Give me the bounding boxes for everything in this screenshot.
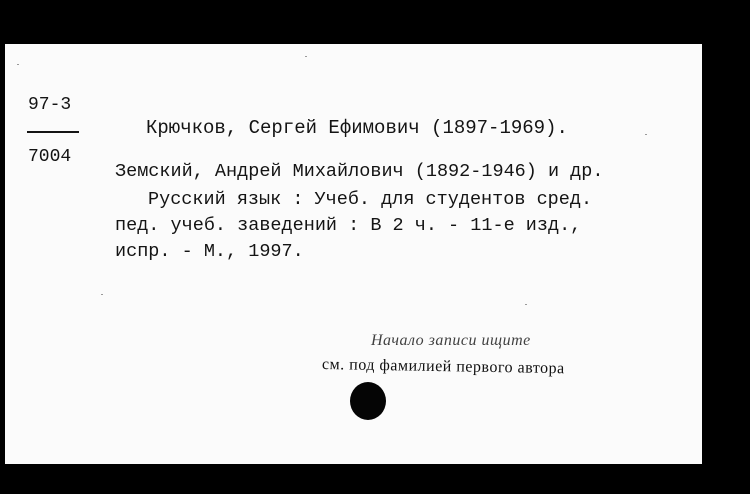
scan-speck	[645, 134, 647, 135]
description-line-4: испр. - М., 1997.	[115, 241, 304, 262]
description-line-1: Земский, Андрей Михайлович (1892-1946) и др.	[115, 161, 604, 182]
stamp-line-2: см. под фамилией первого автора	[321, 356, 565, 378]
stamp-line-1: Начало записи ищите	[371, 332, 531, 349]
catalog-card	[5, 44, 702, 464]
scan-speck	[525, 304, 527, 305]
punch-hole	[350, 382, 386, 420]
scan-speck	[17, 64, 19, 65]
description-line-3: пед. учеб. заведений : В 2 ч. - 11-е изд.,	[115, 215, 582, 236]
heading-author: Крючков, Сергей Ефимович (1897-1969).	[146, 117, 568, 139]
shelf-mark: 97-3	[28, 95, 72, 115]
shelf-mark-divider	[27, 131, 79, 133]
scan-speck	[101, 294, 103, 295]
inventory-number: 7004	[28, 147, 72, 167]
description-line-2: Русский язык : Учеб. для студентов сред.	[148, 189, 593, 210]
scan-speck	[305, 56, 307, 57]
